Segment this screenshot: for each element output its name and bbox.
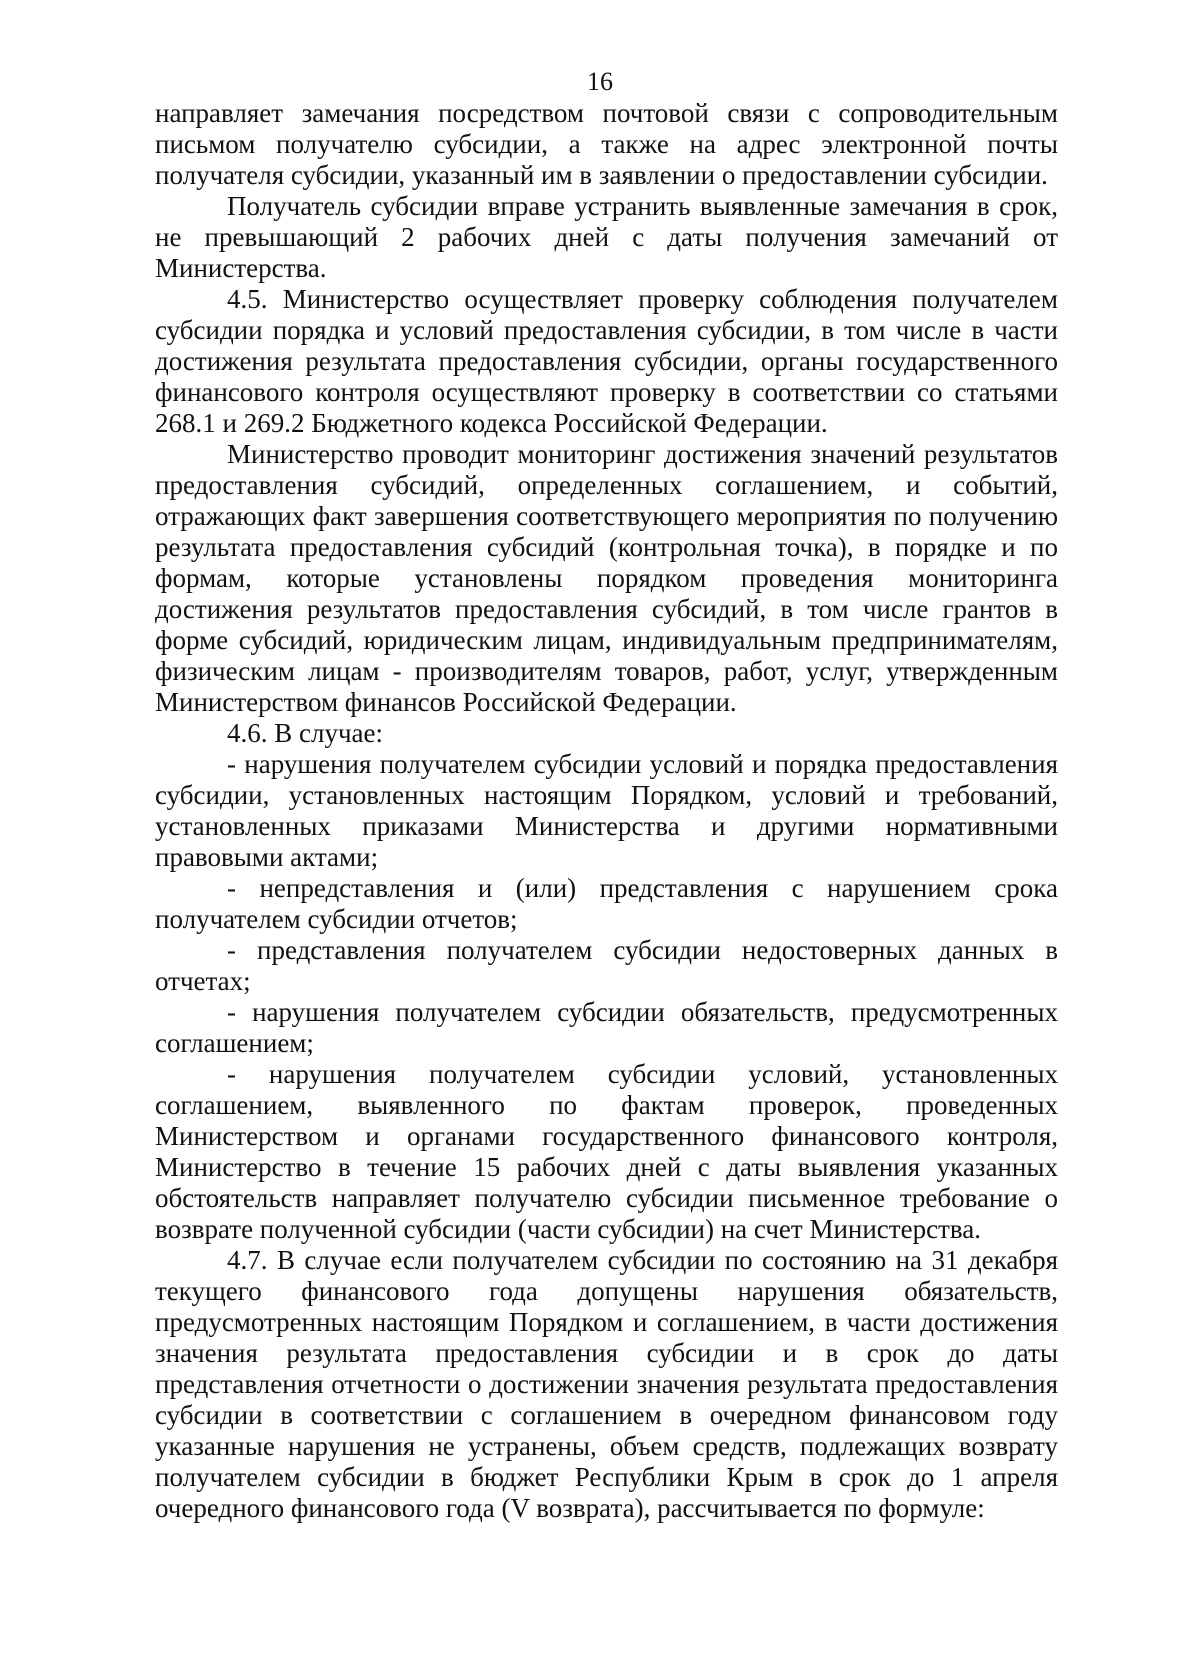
paragraph-4-5: 4.5. Министерство осуществляет проверку соблюдения получателем субсидии порядка и условий предоставления субсидии, в том числе в части достижения результата предоставления субсидии, органы государственного финансового контроля осуществляют проверку в соответствии со статьями 268.1 и 269.2 Бюджетного кодекса Российской Федерации. [155,284,1058,438]
paragraph-4-6-heading: 4.6. В случае: [227,718,384,748]
paragraph-continuation: направляет замечания посредством почтовой связи с сопроводительным письмом получателю субсидии, а также на адрес электронной почты получателя субсидии, указанный им в заявлении о предоставлении субсидии. [155,98,1058,190]
list-item-violation-conditions: - нарушения получателем субсидии условий и порядка предоставления субсидии, установленных настоящим Порядком, условий и требований, установленных приказами Министерства и другими нормативными правовыми актами; [155,749,1058,872]
list-item-unreliable-data: - представления получателем субсидии недостоверных данных в отчетах; [155,935,1058,996]
list-item-inspection-violation: - нарушения получателем субсидии условий, установленных соглашением, выявленного по фактам проверок, проведенных Министерством и органами государственного финансового контроля, Министерство в течение 15 рабочих дней с даты выявления указанных обстоятельств направляет получателю субсидии письменное требование о возврате полученной субсидии (части субсидии) на счет Министерства. [155,1059,1058,1244]
paragraph-remarks-correction: Получатель субсидии вправе устранить выявленные замечания в срок, не превышающий 2 рабочих дней с даты получения замечаний от Министерства. [155,191,1058,283]
paragraph-4-7: 4.7. В случае если получателем субсидии по состоянию на 31 декабря текущего финансового года допущены нарушения обязательств, предусмотренных настоящим Порядком и соглашением, в части достижения значения результата предоставления субсидии и в срок до даты представления отчетности о достижении значения результата предоставления субсидии в соответствии с соглашением в очередном финансовом году указанные нарушения не устранены, объем средств, подлежащих возврату получателем субсидии в бюджет Республики Крым в срок до 1 апреля очередного финансового года (V возврата), рассчитывается по формуле: [155,1245,1058,1523]
page-number: 16 [587,67,613,96]
document-body [155,98,1058,1524]
list-item-obligations-violation: - нарушения получателем субсидии обязательств, предусмотренных соглашением; [155,997,1058,1058]
paragraph-monitoring: Министерство проводит мониторинг достижения значений результатов предоставления субсидий, определенных соглашением, и событий, отражающих факт завершения соответствующего мероприятия по получению результата предоставления субсидий (контрольная точка), в порядке и по формам, которые установлены порядком проведения мониторинга достижения результатов предоставления субсидий, в том числе грантов в форме субсидий, юридическим лицам, индивидуальным предпринимателям, физическим лицам - производителям товаров, работ, услуг, утвержденным Министерством финансов Российской Федерации. [155,439,1058,717]
list-item-reports-not-submitted: - непредставления и (или) представления с нарушением срока получателем субсидии отчетов; [155,873,1058,934]
